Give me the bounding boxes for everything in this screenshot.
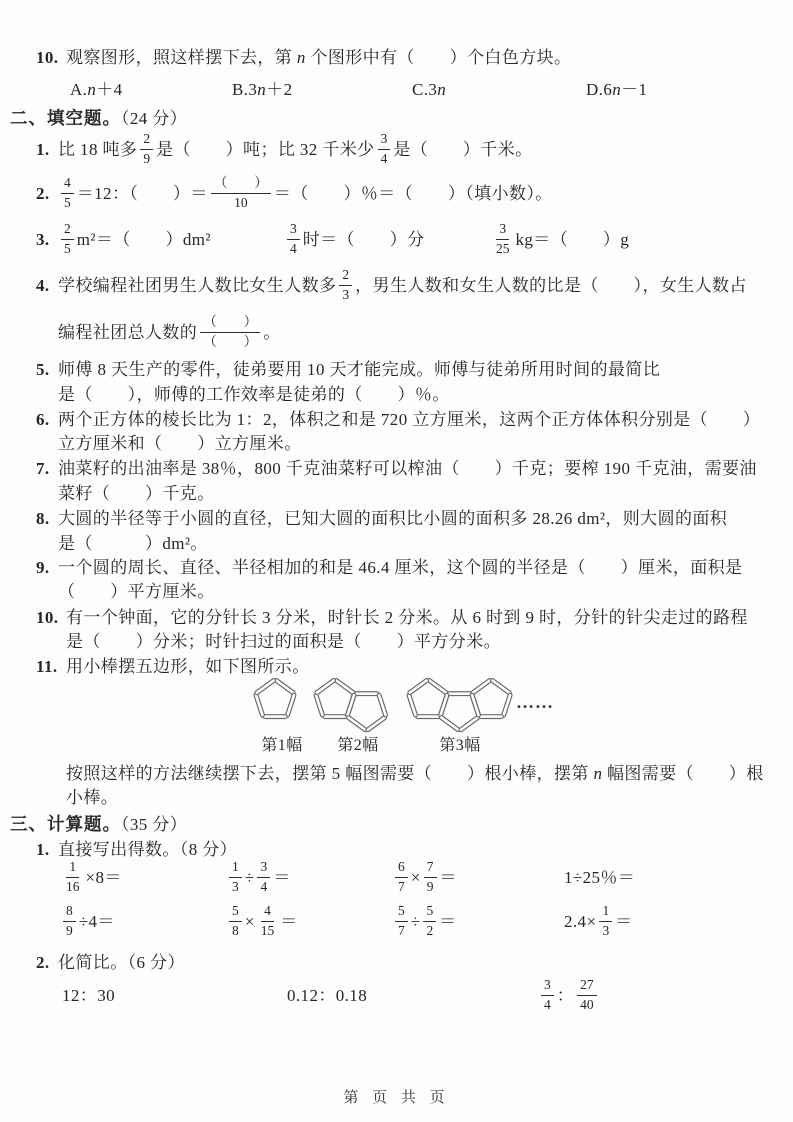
calc-problem: $\frac{1}{3}$ ÷ $\frac{3}{4}$ ＝ [226, 856, 291, 900]
question-text: 两个正方体的棱长比为 1：2，体积之和是 720 立方厘米，这两个正方体体积分别是（ ） [58, 410, 761, 429]
figure-ellipsis: …… [516, 692, 554, 712]
sub-title: 直接写出得数。（8 分） [58, 840, 238, 859]
question-text: 学校编程社团男生人数比女生人数多 $\frac{2}{3}$ ，男生人数和女生人数的比是（ ），女生人数占 [58, 267, 747, 302]
question-number: 2. [36, 953, 50, 972]
figure-label-2: 第2幅 [337, 737, 379, 754]
page-footer: 第 页 共 页 [343, 1090, 450, 1106]
section-title: 二、填空题。 [10, 108, 121, 128]
question-text: 编程社团总人数的 $\frac{( )}{( )}$ 。 [58, 314, 281, 349]
option-a: A.n＋4 [70, 80, 123, 99]
ratio-problem: 0.12：0.18 [287, 986, 368, 1005]
question-text: 比 18 吨多 $\frac{2}{9}$ 是（ ）吨；比 32 千米少 $\frac{3}{4}$ 是（ ）千米。 [58, 131, 533, 166]
question-number: 9. [36, 558, 50, 577]
option-d: D.6n－1 [586, 80, 648, 99]
question-number: 6. [36, 410, 50, 429]
question-text: 大圆的半径等于小圆的直径，已知大圆的面积比小圆的面积多 28.26 dm²，则大圆的面积 [58, 509, 728, 528]
question-text: $\frac{4}{5}$ ＝12：（ ）＝ $\frac{( )}{10}$ ＝（ ）％＝（ ）（填小数）。 [58, 172, 553, 216]
option-c: C.3n [412, 80, 447, 99]
question-text: 菜籽（ ）千克。 [58, 484, 215, 503]
question-text: 油菜籽的出油率是 38％，800 千克油菜籽可以榨油（ ）千克；要榨 190 千克油，需要油 [58, 459, 757, 478]
unit-conversion-2: $\frac{3}{4}$ 时＝（ ）分 [284, 218, 425, 262]
calc-problem: $\frac{5}{8}$ × $\frac{4}{15}$ ＝ [226, 900, 298, 944]
question-number: 2. [36, 184, 50, 203]
unit-conversion-3: $\frac{3}{25}$ kg＝（ ）g [496, 221, 630, 256]
sub-title: 化简比。（6 分） [58, 953, 185, 972]
question-text: （ ）平方厘米。 [58, 582, 215, 601]
question-text: 是（ ），师傅的工作效率是徒弟的（ ）％。 [58, 385, 450, 404]
calc-problem: $\frac{8}{9}$ ÷4＝ [60, 900, 115, 944]
calc-problem: $\frac{5}{7}$ ÷ $\frac{5}{2}$ ＝ [392, 900, 457, 944]
question-text: 师傅 8 天生产的零件，徒弟要用 10 天才能完成。师傅与徒弟所用时间的最简比 [58, 360, 661, 379]
section-calc-header [10, 812, 187, 837]
ratio-problem: 12：30 [62, 986, 115, 1005]
question-number: 10. [36, 48, 59, 67]
question-text: 一个圆的周长、直径、半径相加的和是 46.4 厘米，这个圆的半径是（ ）厘米，面积是 [58, 558, 743, 577]
question-number: 8. [36, 509, 50, 528]
section-score: （35 分） [121, 815, 188, 834]
section-title: 三、计算题。 [10, 814, 121, 834]
question-text: 是（ ）dm²。 [58, 534, 208, 553]
question-text: 观察图形，照这样摆下去，第 n 个图形中有（ ）个白色方块。 [66, 48, 572, 67]
option-b: B.3n＋2 [232, 80, 293, 99]
question-number: 7. [36, 459, 50, 478]
question-number: 10. [36, 608, 59, 627]
question-number: 3. [36, 230, 50, 249]
figure-label-1: 第1幅 [261, 737, 303, 754]
question-number: 5. [36, 360, 50, 379]
calc-problem: $\frac{1}{16}$ ×8＝ [66, 859, 122, 894]
calc-problem: 1÷25％＝ [564, 868, 636, 887]
question-number: 1. [36, 140, 50, 159]
question-text: 有一个钟面，它的分针长 3 分米，时针长 2 分米。从 6 时到 9 时，分针的针尖走过的路程 [66, 608, 748, 627]
ratio-problem: $\frac{3}{4}$ ： $\frac{27}{40}$ [538, 974, 600, 1018]
question-text: 是（ ）分米；时针扫过的面积是（ ）平方分米。 [66, 632, 501, 651]
unit-conversion-1: $\frac{2}{5}$ m²＝（ ）dm² [58, 218, 211, 262]
figure-label-3: 第3幅 [439, 737, 481, 754]
calc-problem: 2.4× $\frac{1}{3}$ ＝ [564, 903, 633, 938]
question-text: 用小棒摆五边形，如下图所示。 [66, 657, 310, 676]
question-number: 1. [36, 840, 50, 859]
question-number: 4. [36, 276, 50, 295]
question-number: 11. [36, 657, 58, 676]
question-text: 小棒。 [66, 788, 119, 807]
question-text: 按照这样的方法继续摆下去，摆第 5 幅图需要（ ）根小棒，摆第 n 幅图需要（ ）根 [66, 764, 764, 783]
calc-problem: $\frac{6}{7}$ × $\frac{7}{9}$ ＝ [392, 856, 457, 900]
section-score: （24 分） [121, 109, 188, 128]
question-text: 立方厘米和（ ）立方厘米。 [58, 434, 302, 453]
